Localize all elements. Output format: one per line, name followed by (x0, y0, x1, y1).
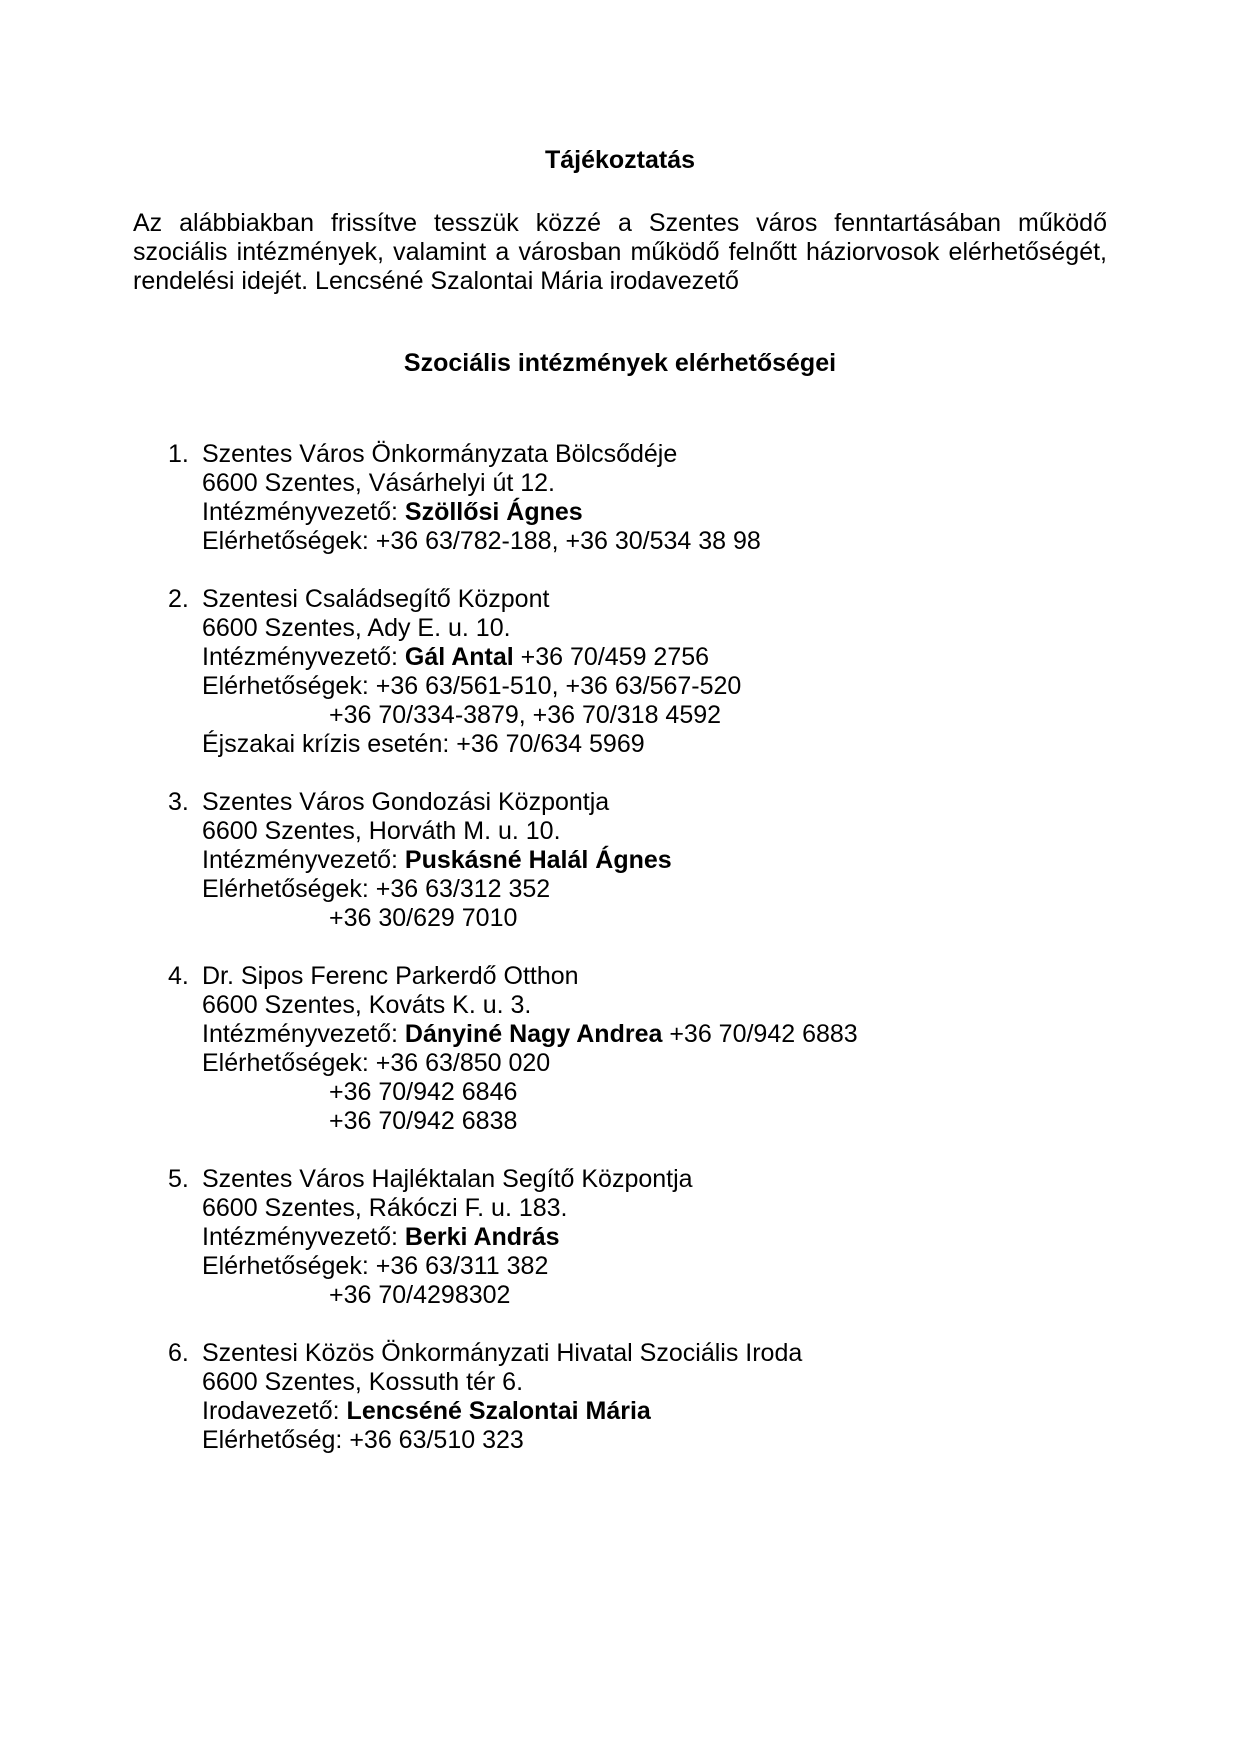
contact-continuation-line: +36 70/4298302 (329, 1281, 511, 1309)
contact-continuation-line: +36 30/629 7010 (329, 904, 518, 932)
institution-contact-line (202, 1252, 1107, 1281)
crisis-note-line: Éjszakai krízis esetén: +36 70/634 5969 (202, 730, 645, 758)
institution-address: 6600 Szentes, Vásárhelyi út 12. (202, 469, 556, 497)
institution-leader-line (202, 846, 1107, 875)
institution-list (133, 440, 1107, 1455)
institution-contact-line (202, 1426, 1107, 1455)
intro-paragraph: Az alábbiakban frissítve tesszük közzé a Szentes város fenntartásában működő szociális intézmények, valamint a városban működő felnőtt háziorvosok elérhetőségét, rendelési idejét. Lencséné Szalontai Mária irodavezető (133, 209, 1107, 295)
leader-phone: +36 70/942 6883 (669, 1020, 858, 1048)
contact-phone: +36 63/311 382 (375, 1252, 549, 1280)
institution-number: 2. (168, 585, 189, 613)
contact-continuation-line: +36 70/942 6846 (329, 1078, 518, 1106)
institution-name: Szentesi Családsegítő Központ (202, 585, 550, 613)
institution-leader-line (202, 643, 1107, 672)
institution-address: 6600 Szentes, Horváth M. u. 10. (202, 817, 561, 845)
institution-item (133, 962, 1107, 1136)
contact-phone: +36 63/782-188, +36 30/534 38 98 (375, 527, 761, 555)
institution-address: 6600 Szentes, Kováts K. u. 3. (202, 991, 532, 1019)
institution-item (133, 585, 1107, 759)
contact-phone: +36 63/312 352 (375, 875, 551, 903)
contact-label: Elérhetőségek: (202, 1252, 369, 1280)
leader-label: Intézményvezető: (202, 846, 398, 874)
leader-name: Lencséné Szalontai Mária (346, 1397, 651, 1425)
contact-phone: +36 63/850 020 (375, 1049, 551, 1077)
institution-contact-line (202, 1049, 1107, 1078)
institution-address: 6600 Szentes, Ady E. u. 10. (202, 614, 511, 642)
institution-leader-line (202, 1223, 1107, 1252)
institution-item (133, 440, 1107, 556)
document-title: Tájékoztatás (544, 146, 696, 174)
institution-name: Szentes Város Gondozási Központja (202, 788, 610, 816)
institution-item (133, 788, 1107, 933)
contact-label: Elérhetőségek: (202, 672, 369, 700)
contact-phone: +36 63/510 323 (349, 1426, 524, 1454)
leader-name: Puskásné Halál Ágnes (404, 846, 672, 874)
institution-leader-line (202, 498, 1107, 527)
leader-label: Intézményvezető: (202, 1020, 398, 1048)
leader-label: Intézményvezető: (202, 1223, 398, 1251)
institution-item (133, 1339, 1107, 1455)
leader-label: Intézményvezető: (202, 498, 398, 526)
leader-name: Gál Antal (404, 643, 514, 671)
institution-contact-line (202, 527, 1107, 556)
leader-name: Berki András (404, 1223, 560, 1251)
institution-name: Szentes Város Hajléktalan Segítő Központja (202, 1165, 693, 1193)
leader-name: Dányiné Nagy Andrea (404, 1020, 663, 1048)
contact-label: Elérhetőség: (202, 1426, 343, 1454)
institution-address: 6600 Szentes, Kossuth tér 6. (202, 1368, 524, 1396)
leader-label: Irodavezető: (202, 1397, 340, 1425)
contact-label: Elérhetőségek: (202, 875, 369, 903)
contact-label: Elérhetőségek: (202, 527, 369, 555)
institution-item (133, 1165, 1107, 1310)
institution-address: 6600 Szentes, Rákóczi F. u. 183. (202, 1194, 568, 1222)
contact-label: Elérhetőségek: (202, 1049, 369, 1077)
institution-number: 4. (168, 962, 189, 990)
institution-number: 1. (168, 440, 189, 468)
contact-continuation-line: +36 70/334-3879, +36 70/318 4592 (329, 701, 722, 729)
institution-contact-line (202, 672, 1107, 701)
institution-number: 3. (168, 788, 189, 816)
institution-number: 5. (168, 1165, 189, 1193)
institution-contact-line (202, 875, 1107, 904)
institution-leader-line (202, 1020, 1107, 1049)
leader-name: Szöllősi Ágnes (404, 498, 583, 526)
section-heading: Szociális intézmények elérhetőségei (403, 349, 837, 377)
institution-name: Szentes Város Önkormányzata Bölcsődéje (202, 440, 678, 468)
contact-phone: +36 63/561-510, +36 63/567-520 (375, 672, 742, 700)
institution-name: Dr. Sipos Ferenc Parkerdő Otthon (202, 962, 579, 990)
leader-label: Intézményvezető: (202, 643, 398, 671)
institution-leader-line (202, 1397, 1107, 1426)
institution-number: 6. (168, 1339, 189, 1367)
institution-name: Szentesi Közös Önkormányzati Hivatal Szociális Iroda (202, 1339, 803, 1367)
leader-phone: +36 70/459 2756 (520, 643, 710, 671)
contact-continuation-line: +36 70/942 6838 (329, 1107, 518, 1135)
